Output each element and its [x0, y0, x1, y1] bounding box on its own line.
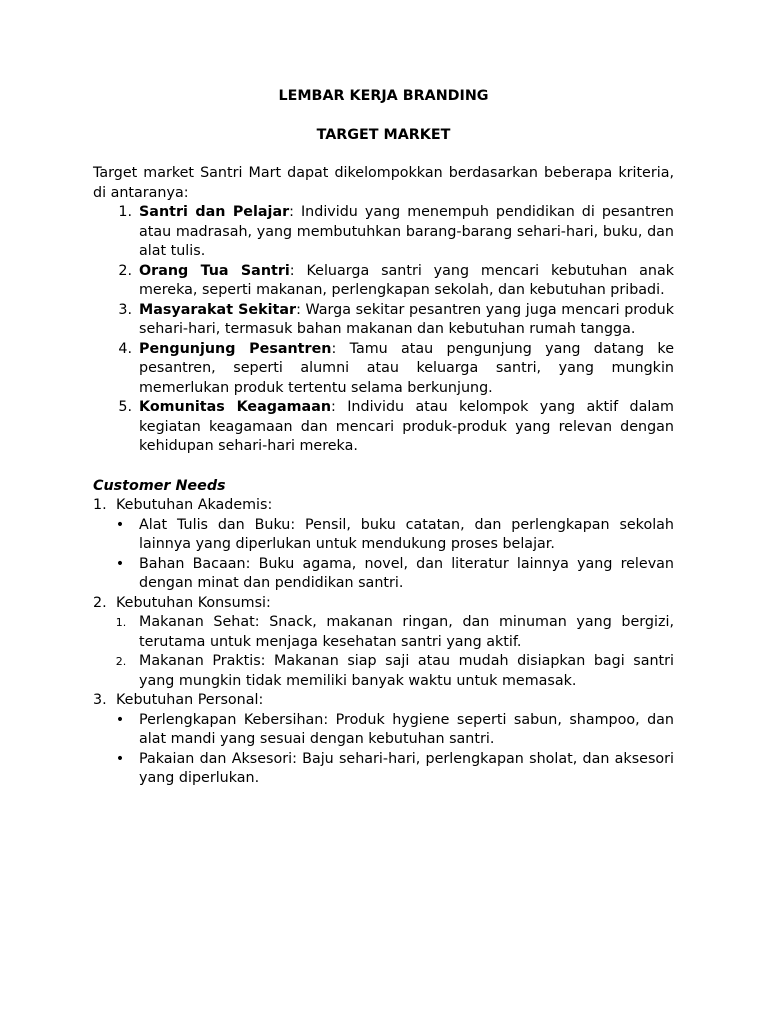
list-number: 5. [118, 399, 132, 415]
category-number: 2. [93, 594, 107, 611]
needs-item-text: Makanan Sehat: Snack, makanan ringan, dan minuman yang bergizi, terutama untuk menjaga kesehatan santri yang aktif. [139, 614, 674, 650]
list-number: 2. [118, 262, 132, 279]
document-subtitle: TARGET MARKET [316, 126, 451, 143]
document-title: LEMBAR KERJA BRANDING [278, 88, 489, 104]
category-label: Kebutuhan Akademis: [116, 497, 273, 513]
number-marker: 1. [115, 616, 127, 629]
target-market-item [93, 301, 674, 340]
needs-item-text: Makanan Praktis: Makanan siap saji atau mudah disiapkan bagi santri yang mungkin tidak memiliki banyak waktu untuk memasak. [139, 653, 674, 689]
segment-description: : Individu atau kelompok yang aktif dalam kegiatan keagamaan dan mencari produk-produk yang relevan dengan kehidupan sehari-hari mereka. [139, 399, 674, 454]
segment-description: : Individu yang menempuh pendidikan di pesantren atau madrasah, yang membutuhkan barang-barang sehari-hari, buku, dan alat tulis. [139, 204, 674, 259]
bullet-marker: • [115, 555, 125, 572]
segment-term: Santri dan Pelajar [139, 204, 290, 220]
number-marker: 2. [115, 655, 127, 668]
segment-term: Masyarakat Sekitar [139, 301, 297, 318]
target-market-item [93, 203, 674, 262]
bullet-marker: • [115, 711, 125, 728]
needs-item [93, 711, 674, 750]
needs-item [93, 652, 674, 691]
bullet-marker: • [115, 516, 125, 533]
needs-category [93, 496, 674, 516]
segment-term: Komunitas Keagamaan [139, 399, 332, 415]
category-number: 3. [93, 692, 107, 708]
customer-needs-heading: Customer Needs [93, 477, 226, 494]
list-number: 1. [118, 204, 132, 220]
list-number: 3. [118, 301, 132, 318]
target-market-item [93, 398, 674, 457]
needs-category [93, 594, 674, 614]
category-number: 1. [93, 497, 107, 513]
category-label: Kebutuhan Personal: [116, 692, 264, 708]
segment-term: Pengunjung Pesantren [139, 340, 332, 357]
list-number: 4. [118, 340, 132, 357]
document-page [93, 84, 674, 789]
segment-description: : Keluarga santri yang mencari kebutuhan anak mereka, seperti makanan, perlengkapan sekolah, dan kebutuhan pribadi. [139, 262, 674, 298]
customer-needs-section [93, 496, 674, 789]
needs-item [93, 750, 674, 789]
needs-item-text: Pakaian dan Aksesori: Baju sehari-hari, perlengkapan sholat, dan aksesori yang diperlukan. [139, 750, 674, 786]
target-market-item [93, 262, 674, 301]
needs-category [93, 691, 674, 711]
needs-item-text: Perlengkapan Kebersihan: Produk hygiene seperti sabun, shampoo, dan alat mandi yang sesuai dengan kebutuhan santri. [139, 711, 674, 747]
segment-term: Orang Tua Santri [139, 262, 290, 279]
needs-item [93, 613, 674, 652]
needs-item-text: Alat Tulis dan Buku: Pensil, buku catatan, dan perlengkapan sekolah lainnya yang diperlukan untuk mendukung proses belajar. [139, 516, 674, 552]
target-market-list [93, 203, 674, 457]
category-label: Kebutuhan Konsumsi: [116, 594, 271, 611]
target-market-item [93, 340, 674, 399]
needs-item [93, 516, 674, 555]
needs-item-text: Bahan Bacaan: Buku agama, novel, dan literatur lainnya yang relevan dengan minat dan pendidikan santri. [139, 555, 674, 591]
bullet-marker: • [115, 750, 125, 767]
segment-description: : Warga sekitar pesantren yang juga mencari produk sehari-hari, termasuk bahan makanan dan kebutuhan rumah tangga. [139, 301, 675, 337]
intro-paragraph: Target market Santri Mart dapat dikelompokkan berdasarkan beberapa kriteria, di antaranya: [93, 165, 674, 201]
segment-description: : Tamu atau pengunjung yang datang ke pesantren, seperti alumni atau keluarga santri, yang mungkin memerlukan produk tertentu selama berkunjung. [139, 340, 674, 396]
needs-item [93, 555, 674, 594]
